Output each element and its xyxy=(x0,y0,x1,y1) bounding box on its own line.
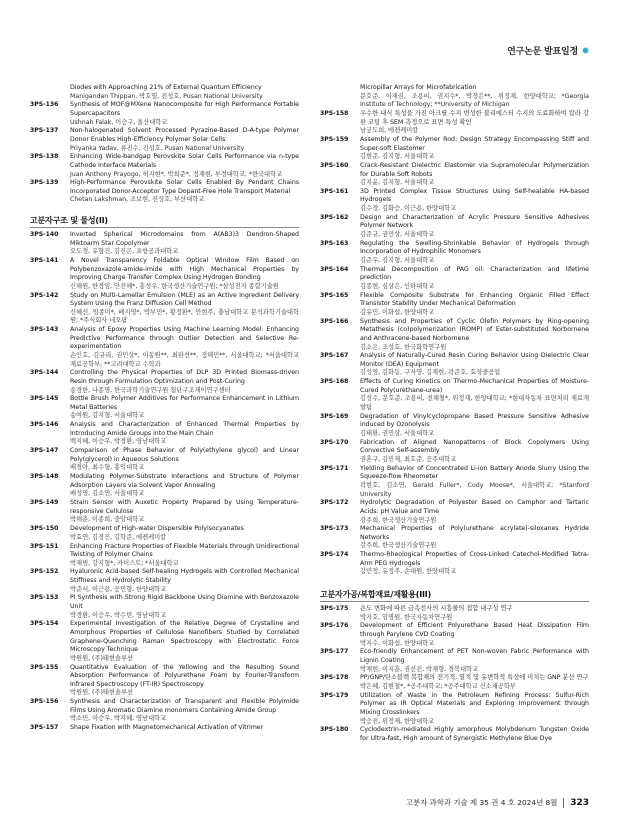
program-entry xyxy=(320,622,589,648)
program-entry xyxy=(320,465,589,499)
entry-code: 3PS-142 xyxy=(30,291,59,299)
entry-title: Shape Fixation with Magnetomechanical Activation of Vitrimer xyxy=(70,724,264,732)
program-entry xyxy=(320,240,589,266)
entry-authors: Chetan Lakshman, 조보현, 진성호, 부산대학교 xyxy=(70,196,205,204)
entry-body xyxy=(70,620,299,663)
entry-code: 3PS-144 xyxy=(30,369,59,377)
entry-code: 3PS-139 xyxy=(30,179,59,187)
entry-body xyxy=(70,84,299,101)
entry-code: 3PS-168 xyxy=(320,378,349,386)
program-entry xyxy=(30,499,299,525)
program-entry xyxy=(30,698,299,724)
program-entry xyxy=(30,525,299,542)
section-heading-structure: 고분자구조 및 물성(II) xyxy=(30,215,299,228)
entry-body xyxy=(70,568,299,594)
entry-authors: 배성영, 김소연, 서울대학교 xyxy=(70,490,145,498)
program-entry xyxy=(320,551,589,577)
entry-body xyxy=(70,292,299,326)
entry-authors: 김종현, 심상은, 인하대학교 xyxy=(360,282,435,290)
program-entry xyxy=(30,292,299,326)
entry-authors: 문호준, 이재권, 조용비, 권지수*, 박정은**, 위정재, 한양대학교; *Georgia Institute of Technology; **University of Michigan xyxy=(360,92,589,109)
entry-body xyxy=(70,421,299,447)
program-entry xyxy=(320,292,589,318)
entry-title: 3D Printed Complex Tissue Structures Using Self-healable HA-based Hydrogels xyxy=(360,187,589,204)
entry-title: Synthesis and Characterization of Transparent and Flexible Polyimide Films Using Aromatic Diamine monomers Containing Amide Group xyxy=(70,698,299,714)
entry-title: Degradation of Vinylcyclopropane Based Pressure Sensitive Adhesive induced by Ozonolysis xyxy=(360,412,589,429)
entry-code xyxy=(30,84,70,101)
entry-code: 3PS-151 xyxy=(30,542,59,550)
entry-body xyxy=(70,473,299,499)
entry-code: 3PS-170 xyxy=(320,438,349,446)
entry-body xyxy=(360,110,589,136)
entry-authors: 김준우, 김지형, 서울대학교 xyxy=(360,257,435,264)
program-entry xyxy=(30,326,299,369)
entry-code: 3PS-175 xyxy=(320,605,349,613)
program-entry xyxy=(30,179,299,205)
entry-code: 3PS-163 xyxy=(320,239,349,247)
entry-title: Comparison of Phase Behavior of Poly(ethylene glycol) and Linear Poly(glycerol) in Aqueous Solutions xyxy=(70,447,299,463)
entry-authors: 김태환, 권민상, 서울대학교 xyxy=(360,430,435,437)
entry-authors: 신혜선, 임종미*, 배지영*, 박부민*, 황정환*, 안현주, 충남대학교 분석과학기술대학원; *주식회사 네오팜 xyxy=(70,308,299,325)
entry-title: Bottle Brush Polymer Additives for Performance Enhancement in Lithium Metal Batteries xyxy=(70,395,299,411)
entry-code: 3PS-171 xyxy=(320,464,349,472)
program-entry xyxy=(320,110,589,136)
entry-authors: 김성수, 문호준, 조용비, 전채철*, 위정재, 한양대학교; *현대자동차 표면처리 재료개발팀 xyxy=(360,395,589,412)
program-entry xyxy=(320,352,589,378)
entry-body xyxy=(360,413,589,439)
entry-code xyxy=(320,84,360,110)
entry-authors: 박준서, 이근용, 공민형, 한양대학교 xyxy=(70,585,167,593)
program-entry xyxy=(320,692,589,726)
program-entry xyxy=(30,594,299,620)
entry-authors: 배경아, 최수형, 홍익대학교 xyxy=(70,464,145,472)
entry-title: Thermo-Rheological Properties of Cross-Linked Catechol-Modified Tetra-Arm PEG Hydrogels xyxy=(360,551,589,567)
program-entry xyxy=(30,395,299,421)
entry-authors: 오도경, 유형건, 김진곤, 포항공과대학교 xyxy=(70,248,179,256)
entry-body xyxy=(360,266,589,292)
entry-authors: 박은혜, 김현철*, *공주대학교; *공주대학교 신소재공학부 xyxy=(360,682,516,690)
entry-title: A Novel Transparency Foldable Optical Window Film Based on Polybenzoxazole-amide-imide with High Mechanical Properties by Improving Charge Transfer Complex Using Hydrogen Bonding xyxy=(70,257,299,282)
entry-title: Synthesis of MOF@MXene Nanocomposite for High Performance Portable Supercapacitors xyxy=(70,101,299,117)
entry-title: Inverted Spherical Microdomains from A(AB3)3 Dendron-Shaped Miktoarm Star Copolymer xyxy=(70,231,299,247)
entry-title: Eco-friendly Enhancement of PET Non-woven Fabric Performance with Lignin Coating xyxy=(360,648,589,664)
entry-authors: 강민정, 유정주, 손대원, 한양대학교 xyxy=(360,568,457,576)
entry-code: 3PS-176 xyxy=(320,622,349,630)
entry-title: Regulating the Swelling-Shrinkable Behavior of Hydrogels through Incorporation of Hydrophilic Monomers xyxy=(360,239,589,256)
program-entry xyxy=(30,153,299,179)
program-entry xyxy=(30,620,299,663)
entry-authors: 송경한, 나종명, 한국과학기술연구원 첨단구조재이연구센터 xyxy=(70,386,231,394)
page-number: 323 xyxy=(570,797,589,808)
entry-title: Synthesis and Properties of Cyclic Olefin Polymers by Ring-opening Metathesis (co)polymerization (ROMP) of Ester-substituted Norbornene and Anthracene-based Norbornene xyxy=(360,317,589,342)
right-entry-list xyxy=(320,605,589,743)
entry-authors: 박원원, (주)태현솔루션 xyxy=(70,689,134,697)
entry-body xyxy=(360,352,589,378)
entry-body xyxy=(360,674,589,691)
entry-title: Analysis of Epoxy Properties Using Machine Learning Model: Enhancing Predictive Performance through Outlier Detection and Selective Re-experimentation xyxy=(70,326,299,351)
entry-title: Thermal Decomposition of PAG oil: Characterization and lifetime prediction xyxy=(360,265,589,282)
entry-title: Experimental Investigation of the Relative Degree of Crystalline and Amorphous Properties of Cellulose Nanofibers Studied by Correlated Graphene-Quenching Raman Spectroscopy with Electrostatic Force Microscopy Technique xyxy=(70,620,299,654)
entry-code: 3PS-159 xyxy=(320,135,349,143)
program-entry xyxy=(320,84,589,110)
program-entry xyxy=(320,648,589,674)
entry-authors: Priyanka Yadav, 류진수, 진성호, Pusan National University xyxy=(70,144,245,152)
entry-body xyxy=(360,188,589,214)
entry-code: 3PS-153 xyxy=(30,594,59,602)
entry-title: Hydrolytic Degradation of Polyester Based on Camphor and Tartaric Acids: pH Value and Time xyxy=(360,499,589,515)
entry-code: 3PS-165 xyxy=(320,291,349,299)
entry-authors: Juan Anthony Prayogo, 허지현*, 박희준*, 정재현, 부경대학교; *한국대학교 xyxy=(70,170,283,178)
entry-code: 3PS-140 xyxy=(30,231,59,239)
entry-authors: 박해춘, 이종희, 중앙대학교 xyxy=(70,516,145,524)
entry-authors: 김소은, 조성호, 한국화학연구원 xyxy=(360,343,447,351)
entry-body xyxy=(360,551,589,577)
program-entry xyxy=(320,674,589,691)
section-heading-processing: 고분자가공/복합재료/재활용(III) xyxy=(320,589,589,602)
entry-code: 3PS-166 xyxy=(320,317,349,325)
entry-authors: Manigandan Thippan, 박호열, 진성호, Pusan National University xyxy=(70,92,263,100)
entry-title: Non-halogenated Solvent Processed Pyrazine-Based D-A-type Polymer Donor Enables High-Efficiency Polymer Solar Cells xyxy=(70,127,299,143)
entry-authors: 박소민, 이승우, 박지혜, 영남대학교 xyxy=(70,715,167,723)
entry-body xyxy=(70,698,299,724)
entry-code: 3PS-160 xyxy=(320,161,349,169)
left-continued-list xyxy=(30,84,299,205)
entry-code: 3PS-137 xyxy=(30,127,59,135)
entry-body xyxy=(70,525,299,542)
program-entry xyxy=(30,724,299,733)
entry-code: 3PS-143 xyxy=(30,326,59,334)
entry-code: 3PS-161 xyxy=(320,187,349,195)
entry-body xyxy=(70,179,299,205)
entry-code: 3PS-177 xyxy=(320,648,349,656)
entry-body xyxy=(70,257,299,291)
entry-authors: 김성영, 김화동, 구자영, 김재현, 곽준호, 효성중공업 xyxy=(360,369,501,377)
header-title: 연구논문 발표일정 xyxy=(507,47,578,57)
entry-code: 3PS-169 xyxy=(320,412,349,420)
entry-code: 3PS-162 xyxy=(320,213,349,221)
entry-title: Cyclodextrin-mediated Highly amorphous Molybdenum Tungsten Oxide for Ultra-fast, High amount of Synergistic Methylene Blue Dye xyxy=(360,726,589,742)
entry-authors: 송여원, 김지형, 서울대학교 xyxy=(70,412,145,420)
program-entry xyxy=(320,726,589,743)
entry-body xyxy=(360,622,589,648)
entry-code: 3PS-178 xyxy=(320,674,349,682)
entry-body xyxy=(70,395,299,421)
program-entry xyxy=(320,413,589,439)
entry-body xyxy=(70,369,299,395)
entry-body xyxy=(360,648,589,674)
entry-code: 3PS-150 xyxy=(30,525,59,533)
entry-body xyxy=(360,162,589,188)
entry-body xyxy=(70,326,299,369)
entry-authors: 박효연, 김경진, 김학준, 에켄케미칼 xyxy=(70,533,167,541)
program-entry xyxy=(320,214,589,240)
entry-code: 3PS-152 xyxy=(30,568,59,576)
program-entry xyxy=(320,318,589,352)
program-entry xyxy=(30,473,299,499)
entry-title: Enhancing Fracture Properties of Flexible Materials through Unidirectional Twisting of Polymer Chains xyxy=(70,542,299,559)
entry-body xyxy=(70,153,299,179)
entry-body xyxy=(70,127,299,153)
entry-body xyxy=(70,499,299,525)
entry-authors: 박재범, 강지형*, 카이스트; *서울대학교 xyxy=(70,559,179,567)
entry-authors: 김현준, 김지형, 서울대학교 xyxy=(360,153,435,161)
entry-title: 우수한 내식 특성을 가진 아크릴 수지 변성한 불리에스터 수지의 도료화하여 칼라 강판 코팅 후 SEM 측정으로 표면 특성 확인 xyxy=(360,109,589,126)
entry-authors: Ushnah Falak, 이승구, 울산대학교 xyxy=(70,118,168,126)
entry-body xyxy=(360,318,589,352)
entry-title: Fabrication of Aligned Nanopatterns of Block Copolymers Using Convective Self-assembly xyxy=(360,438,589,455)
entry-title: Quantitative Evaluation of the Yellowing and the Resulting Sound Absorption Performance of Polyurethane Foam by Fourier-Transform Infrared Spectroscopy (FT-IR) Spectroscopy xyxy=(70,663,299,688)
entry-authors: 박원원, (주)태현솔루션 xyxy=(70,654,134,662)
entry-authors: 김지윤, 김지형, 서울대학교 xyxy=(360,179,435,187)
program-entry xyxy=(30,101,299,127)
entry-code: 3PS-173 xyxy=(320,525,349,533)
entry-title: Development of High-water Dispersible Polyisocyanates xyxy=(70,525,244,533)
entry-authors: 박경환, 이승우, 박수빈, 영남대학교 xyxy=(70,611,167,619)
entry-authors: 강주희, 한국생산기술연구원 xyxy=(360,516,437,524)
program-entry xyxy=(30,447,299,473)
entry-body xyxy=(70,664,299,698)
entry-authors: 박재현, 이지훈, 권선진, 박재형, 경북대학교 xyxy=(360,665,479,673)
entry-title: Utilization of Waste in the Petroleum Refining Process: Sulfur-Rich Polymer as IR Optical Materials and Exploring Improvement through Mixing Crosslinkers xyxy=(360,691,589,716)
left-column xyxy=(30,84,299,733)
program-entry xyxy=(30,568,299,594)
entry-authors: 박지수, 이화섭, 한양대학교 xyxy=(360,639,435,647)
entry-body xyxy=(360,240,589,266)
entry-body xyxy=(70,231,299,257)
entry-authors: 강주희, 한국생산기술연구원 xyxy=(360,542,437,550)
program-entry xyxy=(30,127,299,153)
page-footer xyxy=(406,797,589,808)
entry-title: PI Synthesis with Strong Rigid Backbone Using Diamine with Benzoxazole Unit xyxy=(70,594,299,611)
entry-title: Design and Characterization of Acrylic Pressure Sensitive Adhesives Polymer Network xyxy=(360,213,589,230)
program-entry xyxy=(320,605,589,622)
entry-body xyxy=(360,525,589,551)
entry-body xyxy=(360,292,589,318)
entry-body xyxy=(70,543,299,569)
program-entry xyxy=(320,136,589,162)
entry-authors: 손인호, 김규리, 권민상*, 이동원**, 최완선**, 정해민**, 서울대학교; *서울대학교 재료공학부; **고려대학교 수학과 xyxy=(70,351,299,368)
page-header xyxy=(507,44,589,57)
entry-title: Enhancing Wide-bandgap Perovskite Solar Cells Performance via n-type Cathode Interface Materials xyxy=(70,153,299,169)
program-entry xyxy=(320,499,589,525)
entry-title: Strain Sensor with Auxetic Property Prepared by Using Temperature-responsive Cellulose xyxy=(70,499,299,515)
entry-title: Study on Multi-Lamellar Emulsion (MLE) as an Active Ingredient Delivery System Using the Franz Diffusion Cell Method xyxy=(70,291,299,308)
entry-body xyxy=(360,605,589,622)
entry-authors: 권혼구, 김민재, 최호준, 공주대학교 xyxy=(360,455,457,463)
entry-authors: 남궁도희, 에켄케미칼 xyxy=(360,127,419,135)
entry-code: 3PS-145 xyxy=(30,395,59,403)
entry-title: 온도 변화에 따른 금속전사의 시흥물의 접합 내구성 연구 xyxy=(360,605,513,613)
entry-code: 3PS-147 xyxy=(30,447,59,455)
entry-code: 3PS-179 xyxy=(320,691,349,699)
program-entry xyxy=(320,378,589,412)
entry-title: Assembly of the Polymer Rod: Design Strategy Encompassing Stiff and Super-soft Elastomer xyxy=(360,135,589,152)
entry-code: 3PS-138 xyxy=(30,153,59,161)
entry-code: 3PS-167 xyxy=(320,352,349,360)
entry-title: Diodes with Approaching 21% of External Quantum Efficiency xyxy=(70,84,262,91)
program-entry xyxy=(320,525,589,551)
circle-bullet-icon xyxy=(582,47,589,54)
entry-authors: 김준규, 권민상, 서울대학교 xyxy=(360,231,435,239)
entry-code: 3PS-172 xyxy=(320,499,349,507)
program-entry xyxy=(30,369,299,395)
entry-authors: 김유민, 이화섭, 한양대학교 xyxy=(360,308,435,316)
entry-title: PP/GNP/탄소블랙 복합재의 전기적, 열적 및 유변학적 특성에 미치는 GNP 분산 연구 xyxy=(360,674,589,682)
program-entry xyxy=(320,162,589,188)
entry-authors: 박지호, 임명원, 한국자동차연구원 xyxy=(360,613,453,621)
entry-code: 3PS-148 xyxy=(30,473,59,481)
entry-body xyxy=(360,439,589,465)
entry-body xyxy=(360,692,589,726)
entry-body xyxy=(360,465,589,499)
entry-code: 3PS-158 xyxy=(320,109,349,117)
entry-code: 3PS-155 xyxy=(30,663,59,671)
program-entry xyxy=(320,439,589,465)
entry-title: Hyaluronic Acid-based Self-healing Hydrogels with Controlled Mechanical Stiffness and Hydrolytic Stability xyxy=(70,568,299,585)
program-entry xyxy=(320,188,589,214)
entry-body xyxy=(360,726,589,743)
entry-code: 3PS-149 xyxy=(30,499,59,507)
entry-title: Yielding Behavior of Concentrated Li-ion Battery Anode Slurry Using the Squeeze-flow Rheometer xyxy=(360,464,589,481)
entry-code: 3PS-174 xyxy=(320,551,349,559)
entry-body xyxy=(70,447,299,473)
entry-body xyxy=(70,101,299,127)
entry-body xyxy=(360,499,589,525)
entry-body xyxy=(360,378,589,412)
entry-authors: 박승진, 위정재, 한양대학교 xyxy=(360,717,435,725)
entry-title: Crack-Resistant Dielectric Elastomer via Supramolecular Polymerization for Durable Soft Robots xyxy=(360,161,589,178)
program-entry xyxy=(30,257,299,291)
program-entry xyxy=(30,421,299,447)
entry-code: 3PS-154 xyxy=(30,620,59,628)
entry-title: Controlling the Physical Properties of DLP 3D Printed Biomass-driven Resin through Formulation Optimization and Post-Curing xyxy=(70,369,299,385)
entry-code: 3PS-136 xyxy=(30,101,59,109)
program-entry xyxy=(30,664,299,698)
right-continued-list xyxy=(320,84,589,577)
entry-code: 3PS-156 xyxy=(30,698,59,706)
entry-code: 3PS-141 xyxy=(30,257,59,265)
program-entry xyxy=(320,266,589,292)
entry-body xyxy=(70,594,299,620)
left-entry-list xyxy=(30,231,299,733)
entry-body xyxy=(360,214,589,240)
entry-code: 3PS-180 xyxy=(320,726,349,734)
entry-authors: 백지혜, 이승우, 박경환, 영남대학교 xyxy=(70,438,167,446)
entry-title: Analysis of Naturally-Cured Resin Curing Behavior Using Dielectric Clear Monitor (DEA) Equipment xyxy=(360,352,589,368)
entry-title: Analysis and Characterization of Enhanced Thermal Properties by Introducing Amide Groups into the Main Chain xyxy=(70,421,299,437)
program-entry xyxy=(30,543,299,569)
entry-body xyxy=(360,84,589,110)
entry-title: Development of Efficient Polyurethane Based Heat Dissipation Film through Parylene CVD Coating xyxy=(360,622,589,638)
entry-title: High-Performance Perovskite Solar Cells Enabled By Pendant Chains Incorporated Donor-Acceptor Type Dopant-Free Hole Transport Material xyxy=(70,179,299,195)
journal-info: 고분자 과학과 기술 제 35 권 4 호 2024년 8월 xyxy=(405,798,558,807)
entry-code: 3PS-164 xyxy=(320,265,349,273)
program-entry xyxy=(30,84,299,101)
entry-body xyxy=(360,136,589,162)
entry-title: Effects of Curing Kinetics on Thermo-Mechanical Properties of Moisture-Cured Poly(urethane-urea) xyxy=(360,378,589,394)
footer-divider xyxy=(563,798,564,808)
program-entry xyxy=(30,231,299,257)
entry-title: Micropillar Arrays for Microfabrication xyxy=(360,84,477,91)
entry-authors: 곽현호, 김소연, Gerald Fuller*, Cody Moose*, 서울대학교; *Stanford University xyxy=(360,481,589,498)
entry-title: Flexible Composite Substrate for Enhancing Organic Filled Effect Transistor Stability Under Mechanical Deformation xyxy=(360,291,589,308)
entry-authors: 김수경, 김화승, 이근용, 한양대학교 xyxy=(360,205,457,213)
entry-title: Modulating Polymer-Substrate Interactions and Structure of Polymer Adsorption Layers via Solvent Vapor Annealing xyxy=(70,473,299,489)
entry-code: 3PS-146 xyxy=(30,421,59,429)
right-column xyxy=(320,84,589,744)
entry-title: Mechanical Properties of Poly(urethane acrylate)-siloxanes Hydride Networks xyxy=(360,525,589,541)
entry-code: 3PS-157 xyxy=(30,724,59,732)
entry-body xyxy=(70,724,299,733)
entry-authors: 신해원, 한경임, 안전혜*, 홍성우, 한국생산기술연구원; *삼성전자 종합기술원 xyxy=(70,282,279,290)
